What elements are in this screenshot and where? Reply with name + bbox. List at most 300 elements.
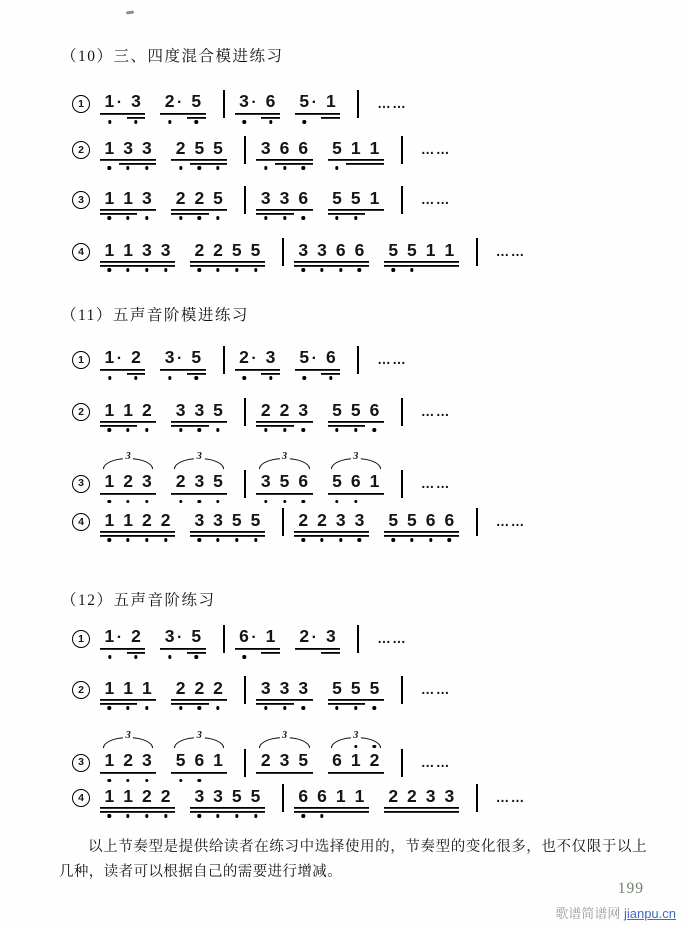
- note-digit: 2: [123, 750, 133, 770]
- note: [227, 509, 246, 540]
- triplet-group: [100, 451, 156, 501]
- note-digit: 2: [369, 750, 380, 770]
- note-digit: 5: [213, 187, 223, 208]
- note: [294, 470, 313, 501]
- note: [190, 239, 209, 270]
- triplet-number: 3: [351, 731, 361, 742]
- note: [127, 625, 146, 656]
- low-octave-dot: [134, 120, 137, 123]
- note-digit: 2: [175, 677, 186, 698]
- note-group: [171, 399, 227, 430]
- low-octave-dot: [108, 779, 111, 782]
- note-digit: 5: [350, 399, 361, 420]
- note: [171, 137, 190, 168]
- note-digit: 6: [298, 785, 309, 806]
- note: [275, 677, 294, 708]
- note: [321, 625, 340, 656]
- low-octave-dot: [216, 814, 219, 817]
- note-digit: 3: [141, 471, 152, 491]
- note-digit: 3: [239, 91, 249, 111]
- note: [295, 346, 322, 377]
- low-octave-dot: [254, 538, 257, 541]
- note-digit: 2: [131, 347, 141, 367]
- note: [313, 509, 332, 540]
- note: [321, 90, 340, 121]
- note-digit: 5: [250, 509, 261, 530]
- notation-line: [72, 346, 407, 377]
- note-group: [256, 187, 312, 218]
- note-digit: 3: [194, 509, 205, 530]
- barline: [357, 625, 359, 653]
- note: [365, 399, 384, 430]
- augmentation-dot: ·: [251, 94, 257, 111]
- low-octave-dot: [168, 655, 171, 658]
- low-octave-dot: [179, 779, 182, 782]
- line-number-badge: 2: [72, 681, 90, 699]
- note-group: [100, 509, 175, 540]
- notation-line: [72, 136, 451, 167]
- triplet-group: [171, 451, 227, 501]
- low-octave-dot: [373, 428, 376, 431]
- barline: [244, 186, 246, 214]
- note-digit: 3: [279, 677, 290, 698]
- note: [275, 187, 294, 218]
- note: [119, 399, 138, 430]
- note: [275, 470, 294, 501]
- low-octave-dot: [145, 814, 148, 817]
- note-digit: 6: [298, 187, 309, 208]
- note-group: [295, 346, 340, 377]
- note-digit: 5: [388, 239, 399, 260]
- note-digit: 6: [332, 750, 342, 770]
- low-octave-dot: [216, 706, 219, 709]
- low-octave-dot: [198, 706, 201, 709]
- augmentation-dot: ·: [311, 629, 317, 646]
- note: [350, 239, 369, 270]
- note: [171, 399, 190, 430]
- note-digit: 3: [260, 677, 271, 698]
- watermark-site-name: 歌谱简谱网: [555, 906, 621, 921]
- note-digit: 6: [350, 471, 361, 491]
- note: [156, 239, 175, 270]
- note-group: [190, 239, 265, 270]
- triplet-group: [256, 451, 312, 501]
- note-group: [100, 399, 156, 430]
- note-digit: 1: [123, 399, 133, 420]
- low-octave-dot: [283, 706, 286, 709]
- barline: [357, 90, 359, 118]
- low-octave-dot: [254, 268, 257, 271]
- note-group: [160, 346, 205, 377]
- note-digit: 2: [239, 347, 249, 367]
- note: [261, 346, 280, 377]
- note: [313, 785, 332, 816]
- note: [365, 187, 384, 218]
- low-octave-dot: [216, 268, 219, 271]
- note-digit: 1: [104, 626, 115, 646]
- low-octave-dot: [195, 376, 198, 379]
- low-octave-dot: [179, 706, 182, 709]
- note-digit: 2: [160, 509, 171, 530]
- line-number-badge: 1: [72, 630, 90, 648]
- note: [171, 470, 190, 501]
- low-octave-dot: [302, 500, 305, 503]
- barline: [282, 238, 284, 266]
- barline: [223, 90, 225, 118]
- low-octave-dot: [339, 268, 342, 271]
- barline: [476, 238, 478, 266]
- note: [350, 509, 369, 540]
- note-digit: 5: [231, 785, 242, 806]
- low-octave-dot: [198, 216, 201, 219]
- note: [119, 785, 138, 816]
- barline: [401, 676, 403, 704]
- low-octave-dot: [168, 376, 171, 379]
- note: [346, 399, 365, 430]
- notation-line: [72, 676, 451, 707]
- low-octave-dot: [335, 500, 338, 503]
- note-digit: 5: [213, 137, 223, 158]
- note: [100, 137, 119, 168]
- note: [160, 346, 187, 377]
- low-octave-dot: [179, 166, 182, 169]
- note-group: [235, 346, 280, 377]
- note-digit: 5: [332, 471, 342, 491]
- note-group: [100, 346, 145, 377]
- note: [440, 509, 459, 540]
- low-octave-dot: [373, 706, 376, 709]
- triplet-group: [100, 730, 156, 780]
- note: [100, 677, 119, 708]
- low-octave-dot: [329, 376, 332, 379]
- note-digit: 5: [175, 750, 186, 770]
- note-digit: 1: [325, 91, 336, 111]
- note-digit: 3: [260, 137, 271, 158]
- low-octave-dot: [335, 706, 338, 709]
- note-digit: 2: [298, 509, 309, 530]
- note-digit: 1: [104, 399, 115, 420]
- note: [171, 187, 190, 218]
- note-group: [100, 239, 175, 270]
- note: [421, 509, 440, 540]
- continuation-dots: ……: [377, 352, 408, 367]
- low-octave-dot: [198, 428, 201, 431]
- note: [100, 399, 119, 430]
- note: [331, 239, 350, 270]
- note-digit: 3: [141, 187, 152, 208]
- note-digit: 1: [350, 137, 361, 158]
- note-group: [384, 509, 459, 540]
- low-octave-dot: [320, 268, 323, 271]
- barline: [401, 470, 403, 498]
- note: [171, 677, 190, 708]
- low-octave-dot: [126, 166, 129, 169]
- continuation-dots: ……: [420, 754, 451, 770]
- note-digit: 2: [141, 399, 152, 420]
- low-octave-dot: [264, 166, 267, 169]
- note: [328, 470, 347, 501]
- note: [328, 749, 347, 780]
- note-digit: 1: [335, 785, 346, 806]
- note: [295, 625, 322, 656]
- low-octave-dot: [145, 779, 148, 782]
- low-octave-dot: [216, 538, 219, 541]
- closing-paragraph: 以上节奏型是提供给读者在练习中选择使用的，节奏型的变化很多，也不仅限于以上几种，读者可以根据自己的需要进行增减。: [59, 839, 647, 880]
- low-octave-dot: [264, 216, 267, 219]
- barline: [476, 784, 478, 812]
- note-digit: 2: [160, 785, 171, 806]
- low-octave-dot: [126, 706, 129, 709]
- notation-line: [72, 90, 407, 121]
- note-digit: 6: [298, 471, 309, 491]
- barline: [244, 470, 246, 498]
- low-octave-dot: [302, 216, 305, 219]
- low-octave-dot: [126, 500, 129, 503]
- note: [294, 399, 313, 430]
- low-octave-dot: [145, 706, 148, 709]
- note-digit: 1: [123, 677, 133, 698]
- low-octave-dot: [335, 166, 338, 169]
- note-digit: 2: [194, 187, 205, 208]
- note-digit: 6: [239, 626, 249, 646]
- notation-line: [72, 784, 526, 815]
- note-digit: 2: [175, 137, 186, 158]
- low-octave-dot: [339, 538, 342, 541]
- note-group: [100, 137, 156, 168]
- note-digit: 1: [104, 750, 115, 770]
- augmentation-dot: ·: [116, 350, 123, 367]
- page-number: 199: [617, 880, 644, 897]
- augmentation-dot: ·: [177, 629, 183, 646]
- note: [209, 187, 228, 218]
- note: [346, 187, 365, 218]
- note-digit: 3: [425, 785, 436, 806]
- note-digit: 3: [131, 91, 141, 111]
- note-digit: 1: [141, 677, 152, 698]
- low-octave-dot: [269, 376, 272, 379]
- note-digit: 5: [191, 626, 202, 646]
- note: [365, 470, 384, 501]
- low-octave-dot: [126, 268, 129, 271]
- note: [275, 399, 294, 430]
- note: [294, 509, 313, 540]
- section-heading-11: （11）五声音阶模进练习: [61, 307, 249, 324]
- note-digit: 5: [213, 471, 223, 491]
- note: [156, 509, 175, 540]
- note: [328, 137, 347, 168]
- note-group: [100, 625, 145, 656]
- low-octave-dot: [283, 500, 286, 503]
- barline: [476, 508, 478, 536]
- note: [365, 137, 384, 168]
- triplet-number: 3: [123, 452, 133, 463]
- barline: [223, 625, 225, 653]
- low-octave-dot: [264, 706, 267, 709]
- triplet-group: [328, 451, 384, 501]
- low-octave-dot: [195, 120, 198, 123]
- note-digit: 5: [332, 677, 342, 698]
- notation-line: [72, 398, 451, 429]
- note-digit: 2: [175, 187, 186, 208]
- note-digit: 2: [299, 626, 310, 646]
- note: [137, 187, 156, 218]
- notation-line: [72, 731, 451, 780]
- note-digit: 6: [354, 239, 365, 260]
- note: [190, 187, 209, 218]
- note: [119, 677, 138, 708]
- note-digit: 5: [407, 509, 417, 530]
- note-digit: 1: [123, 187, 133, 208]
- low-octave-dot: [168, 120, 171, 123]
- low-octave-dot: [164, 814, 167, 817]
- low-octave-dot: [354, 500, 357, 503]
- note: [321, 346, 340, 377]
- note-digit: 6: [279, 137, 290, 158]
- note-digit: 3: [175, 399, 186, 420]
- low-octave-dot: [391, 268, 394, 271]
- note: [156, 785, 175, 816]
- note-group: [235, 90, 280, 121]
- note: [346, 470, 365, 501]
- low-octave-dot: [108, 814, 111, 817]
- note: [190, 399, 209, 430]
- notation-line: [72, 238, 526, 269]
- continuation-dots: ……: [420, 404, 451, 419]
- low-octave-dot: [410, 268, 413, 271]
- augmentation-dot: ·: [116, 629, 123, 646]
- low-octave-dot: [242, 120, 245, 123]
- note-digit: 2: [141, 785, 152, 806]
- note: [190, 785, 209, 816]
- note-digit: 1: [265, 626, 276, 646]
- note-digit: 3: [194, 471, 205, 491]
- continuation-dots: ……: [420, 475, 451, 491]
- line-number-badge: 2: [72, 141, 90, 159]
- note: [190, 509, 209, 540]
- note-group: [235, 625, 280, 656]
- continuation-dots: ……: [495, 244, 526, 259]
- note-digit: 1: [104, 509, 115, 530]
- triplet-number: 3: [194, 452, 204, 463]
- low-octave-dot: [126, 428, 129, 431]
- low-octave-dot: [108, 706, 111, 709]
- low-octave-dot: [198, 538, 201, 541]
- note: [246, 509, 265, 540]
- note-group: [384, 239, 459, 270]
- note: [209, 239, 228, 270]
- triplet-number: 3: [279, 452, 289, 463]
- note-digit: 6: [325, 347, 336, 367]
- line-number-badge: 3: [72, 754, 90, 772]
- note-digit: 3: [141, 239, 152, 260]
- note: [261, 625, 280, 656]
- note: [294, 677, 313, 708]
- note-digit: 3: [279, 187, 290, 208]
- note: [187, 625, 206, 656]
- note: [256, 677, 275, 708]
- note: [294, 137, 313, 168]
- note-digit: 1: [425, 239, 436, 260]
- low-octave-dot: [335, 428, 338, 431]
- note-digit: 6: [444, 509, 455, 530]
- barline: [401, 749, 403, 777]
- note: [100, 187, 119, 218]
- note-group: [256, 399, 312, 430]
- note: [421, 785, 440, 816]
- line-number-badge: 2: [72, 403, 90, 421]
- low-octave-dot: [302, 428, 305, 431]
- line-number-badge: 3: [72, 191, 90, 209]
- note-digit: 2: [164, 91, 175, 111]
- note-group: [190, 509, 265, 540]
- note: [160, 90, 187, 121]
- note-digit: 3: [298, 239, 309, 260]
- note-group: [171, 137, 227, 168]
- note: [227, 239, 246, 270]
- low-octave-dot: [108, 428, 111, 431]
- watermark: [555, 903, 676, 922]
- note-digit: 1: [104, 239, 115, 260]
- low-octave-dot: [354, 706, 357, 709]
- low-octave-dot: [254, 814, 257, 817]
- low-octave-dot: [134, 376, 137, 379]
- low-octave-dot: [320, 538, 323, 541]
- note-digit: 3: [317, 239, 327, 260]
- note: [256, 187, 275, 218]
- watermark-link[interactable]: jianpu.cn: [623, 906, 676, 921]
- triplet-group: [328, 730, 384, 780]
- low-octave-dot: [179, 500, 182, 503]
- note-digit: 3: [444, 785, 455, 806]
- line-number-badge: 1: [72, 351, 90, 369]
- note-digit: 1: [369, 471, 380, 491]
- notation-line: [72, 452, 451, 501]
- note-digit: 3: [141, 750, 152, 770]
- note: [328, 187, 347, 218]
- note: [384, 509, 403, 540]
- note: [100, 470, 119, 501]
- note: [331, 785, 350, 816]
- note-digit: 3: [354, 509, 365, 530]
- note: [246, 785, 265, 816]
- triplet-number: 3: [194, 731, 204, 742]
- triplet-number: 3: [351, 452, 361, 463]
- note-digit: 1: [354, 785, 365, 806]
- note: [256, 399, 275, 430]
- note: [119, 187, 138, 218]
- low-octave-dot: [283, 216, 286, 219]
- note: [209, 677, 228, 708]
- note-group: [295, 90, 340, 121]
- barline: [401, 136, 403, 164]
- note: [256, 470, 275, 501]
- note: [100, 749, 119, 780]
- line-number-badge: 1: [72, 95, 90, 113]
- note: [190, 137, 209, 168]
- line-number-badge: 4: [72, 243, 90, 261]
- low-octave-dot: [164, 268, 167, 271]
- augmentation-dot: ·: [116, 94, 123, 111]
- note-digit: 5: [279, 471, 290, 491]
- low-octave-dot: [198, 814, 201, 817]
- low-octave-dot: [269, 120, 272, 123]
- note-group: [294, 785, 369, 816]
- note-digit: 3: [260, 187, 271, 208]
- note: [190, 749, 209, 780]
- low-octave-dot: [410, 538, 413, 541]
- note-group: [256, 677, 312, 708]
- notation-line: [72, 186, 451, 217]
